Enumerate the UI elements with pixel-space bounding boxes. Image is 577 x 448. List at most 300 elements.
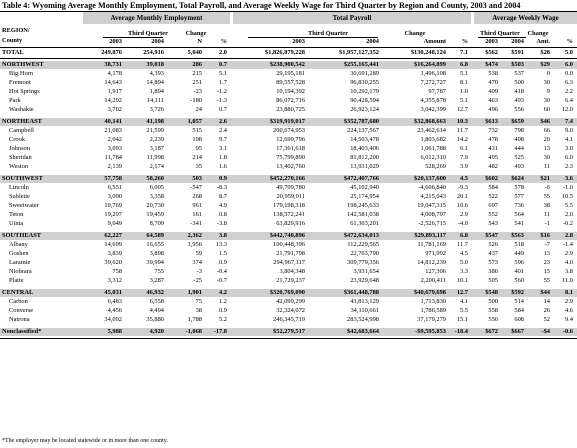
cell-emp-change-pct: 0.7 (219, 106, 227, 113)
cell-wage-2003: 437 (488, 250, 498, 257)
cell-wage-2004: 577 (514, 193, 524, 200)
cell-payroll-change-amount: $40,679,698 (414, 289, 446, 296)
region-name: SOUTHEAST (2, 232, 42, 239)
subheader-payroll-change-amount: Amount (423, 38, 446, 45)
cell-emp-2004: 4,393 (149, 70, 164, 77)
cell-emp-2004: 21,599 (146, 127, 164, 134)
cell-payroll-change-amount: 23,462,614 (417, 127, 446, 134)
cell-payroll-change-amount: -2,526,715 (418, 220, 446, 227)
subheader-emp-2004: 2004 (151, 38, 164, 45)
cell-emp-change-pct: 8.7 (219, 193, 227, 200)
cell-emp-2004: 8,709 (149, 220, 164, 227)
cell-emp-2004: 16,655 (146, 241, 164, 248)
cell-payroll-2003: 32,324,072 (276, 307, 305, 314)
rule-third-quarter (248, 37, 378, 38)
county-name: Big Horn (9, 70, 33, 77)
cell-payroll-2004: 224,137,567 (347, 127, 379, 134)
cell-emp-2004: 4,920 (149, 328, 164, 335)
cell-wage-change-amt: 14 (543, 298, 550, 305)
county-name: Johnson (9, 145, 30, 152)
cell-wage-change-pct: 4.6 (565, 307, 573, 314)
cell-payroll-2004: 13,931,029 (350, 163, 379, 170)
cell-wage-change-amt: 30 (543, 154, 550, 161)
cell-wage-2003: $562 (485, 49, 498, 56)
cell-emp-change-n: 75 (195, 298, 202, 305)
cell-payroll-2003: 63,829,916 (276, 220, 305, 227)
cell-emp-2004: 2,239 (149, 136, 164, 143)
cell-payroll-change-amount: -4,606,840 (418, 184, 446, 191)
cell-emp-2004: 11,998 (146, 154, 164, 161)
cell-emp-2003: 34,092 (104, 316, 122, 323)
cell-payroll-change-pct: 7.1 (460, 49, 468, 56)
cell-payroll-change-pct: 14.2 (456, 136, 468, 143)
cell-emp-change-pct: 0.8 (219, 211, 227, 218)
cell-payroll-2004: 81,812,200 (350, 154, 379, 161)
cell-emp-change-pct: 1.5 (219, 250, 227, 257)
cell-emp-change-n: 374 (192, 259, 202, 266)
cell-wage-change-amt: -6 (544, 184, 550, 191)
cell-wage-2003: 584 (488, 184, 498, 191)
cell-payroll-2004: 3,931,654 (353, 268, 379, 275)
cell-wage-change-amt: 26 (543, 307, 550, 314)
cell-wage-change-pct: 4.1 (565, 136, 573, 143)
cell-payroll-change-amount: 97,787 (428, 88, 446, 95)
cell-emp-2003: 14,643 (104, 79, 122, 86)
cell-payroll-change-pct: 6.8 (460, 61, 468, 68)
cell-wage-change-pct: 5.0 (565, 49, 573, 56)
cell-wage-change-amt: 13 (543, 250, 550, 257)
cell-emp-2003: 21,083 (104, 127, 122, 134)
cell-wage-2003: 552 (488, 211, 498, 218)
cell-payroll-2003: 17,361,618 (276, 145, 305, 152)
county-name: Albany (9, 241, 28, 248)
county-name: Teton (9, 211, 24, 218)
subheader-wage-change-pct: % (566, 38, 573, 45)
cell-wage-change-amt: 52 (543, 316, 550, 323)
cell-payroll-change-amount: 127,306 (425, 268, 446, 275)
cell-payroll-change-amount: $29,893,117 (414, 232, 446, 239)
cell-wage-change-amt: 55 (543, 193, 550, 200)
subheader-emp-change-pct: % (220, 38, 227, 45)
cell-wage-2003: 732 (488, 127, 498, 134)
cell-emp-change-n: 5,040 (187, 49, 202, 56)
cell-emp-2003: 9,049 (107, 220, 122, 227)
cell-wage-change-pct: 6.0 (565, 61, 573, 68)
county-name: Niobrara (9, 268, 32, 275)
subheader-wage-2003: 2003 (485, 38, 498, 45)
cell-emp-change-n: 24 (195, 106, 202, 113)
subheader-wage-change-amt: Amt. (536, 38, 550, 45)
cell-payroll-2004: 14,503,478 (350, 136, 379, 143)
cell-wage-change-pct: 6.4 (565, 97, 573, 104)
cell-wage-2004: 444 (514, 145, 524, 152)
cell-payroll-change-amount: 4,355,878 (420, 97, 446, 104)
cell-emp-change-n: 214 (192, 154, 202, 161)
cell-wage-change-pct: 2.0 (565, 211, 573, 218)
cell-wage-2004: 498 (514, 136, 524, 143)
cell-emp-2004: 755 (154, 268, 164, 275)
cell-wage-2004: 564 (514, 211, 524, 218)
cell-payroll-change-pct: 10.1 (456, 277, 468, 284)
cell-wage-2003: 496 (488, 106, 498, 113)
cell-emp-change-pct: 2.4 (219, 127, 227, 134)
cell-wage-2004: $667 (511, 328, 524, 335)
county-name: Laramie (9, 259, 31, 266)
cell-emp-change-pct: 0.9 (219, 259, 227, 266)
cell-emp-2004: 39,018 (146, 61, 164, 68)
cell-emp-2003: 14,699 (104, 241, 122, 248)
cell-payroll-2003: 29,195,181 (276, 70, 305, 77)
cell-payroll-2004: 22,763,790 (350, 250, 379, 257)
cell-wage-2004: 493 (514, 163, 524, 170)
cell-wage-change-amt: 9 (546, 88, 550, 95)
cell-emp-change-pct: 2.6 (219, 118, 227, 125)
cell-emp-2003: 19,769 (104, 202, 122, 209)
cell-payroll-change-amount: $20,137,600 (414, 175, 446, 182)
cell-emp-2003: 3,093 (107, 145, 122, 152)
cell-payroll-2003: 100,448,396 (273, 241, 305, 248)
county-name: Sublette (9, 193, 30, 200)
cell-wage-2004: $659 (511, 118, 524, 125)
cell-emp-change-n: -1,068 (185, 328, 202, 335)
cell-payroll-2004: 61,303,201 (350, 220, 379, 227)
cell-wage-change-pct: -0.2 (562, 220, 573, 227)
cell-payroll-change-amount: 971,992 (425, 250, 446, 257)
cell-emp-change-n: 198 (192, 136, 202, 143)
cell-wage-change-pct: 2.2 (565, 88, 573, 95)
cell-wage-change-amt: $46 (540, 118, 550, 125)
cell-wage-2003: 478 (488, 136, 498, 143)
cell-payroll-2003: 246,345,719 (273, 316, 305, 323)
cell-payroll-change-pct: 5.1 (460, 70, 468, 77)
cell-payroll-2003: $452,270,166 (269, 175, 305, 182)
cell-emp-change-pct: -3.8 (216, 220, 227, 227)
cell-payroll-2004: 10,292,179 (350, 88, 379, 95)
cell-wage-2003: 500 (488, 298, 498, 305)
rule-third-quarter (478, 37, 526, 38)
cell-payroll-change-amount: 2,200,411 (420, 277, 446, 284)
cell-wage-2003: 573 (488, 259, 498, 266)
county-name: Hot Springs (9, 88, 40, 95)
cell-emp-2003: 2,139 (107, 163, 122, 170)
cell-emp-2004: 64,589 (146, 232, 164, 239)
county-name: Fremont (9, 79, 31, 86)
cell-wage-change-amt: $44 (540, 289, 550, 296)
cell-emp-2003: 1,917 (107, 88, 122, 95)
cell-payroll-change-pct: 4.5 (460, 175, 468, 182)
region-name: CENTRAL (2, 289, 34, 296)
cell-wage-change-amt: 30 (543, 79, 550, 86)
cell-emp-2004: 3,287 (149, 277, 164, 284)
cell-emp-change-pct: 3.1 (219, 145, 227, 152)
header-county: County (2, 37, 23, 44)
cell-emp-change-pct: 4.9 (219, 202, 227, 209)
cell-wage-2004: $591 (511, 49, 524, 56)
cell-wage-2004: 556 (514, 106, 524, 113)
cell-wage-2003: $474 (485, 61, 498, 68)
cell-wage-change-pct: 3.8 (565, 268, 573, 275)
cell-wage-2004: 514 (514, 298, 524, 305)
cell-payroll-2004: $361,448,788 (343, 289, 379, 296)
cell-wage-2004: 449 (514, 250, 524, 257)
cell-emp-change-n: 35 (195, 163, 202, 170)
cell-emp-change-pct: 0.9 (219, 175, 227, 182)
cell-wage-change-pct: -1.4 (562, 241, 573, 248)
region-name: NORTHWEST (2, 61, 44, 68)
cell-wage-change-pct: 5.5 (565, 202, 573, 209)
group-header-payroll: Total Payroll (233, 12, 471, 24)
cell-wage-2004: 608 (514, 316, 524, 323)
cell-wage-2004: 525 (514, 154, 524, 161)
cell-payroll-2003: 89,557,528 (276, 79, 305, 86)
cell-payroll-change-pct: 6.1 (460, 145, 468, 152)
cell-emp-2004: 14,894 (146, 79, 164, 86)
cell-wage-change-amt: 60 (543, 106, 550, 113)
subheader-payroll-change-pct: % (461, 38, 468, 45)
cell-emp-change-pct: 5.2 (219, 316, 227, 323)
cell-payroll-2003: 3,804,348 (279, 268, 305, 275)
cell-payroll-change-amount: 1,496,108 (420, 70, 446, 77)
cell-emp-2003: 14,292 (104, 97, 122, 104)
cell-emp-2003: 11,784 (104, 154, 122, 161)
cell-wage-change-amt: $16 (540, 232, 550, 239)
cell-emp-change-n: 286 (192, 61, 202, 68)
cell-wage-2003: 538 (488, 70, 498, 77)
cell-wage-2003: $547 (485, 232, 498, 239)
cell-emp-change-pct: -8.3 (216, 184, 227, 191)
cell-wage-change-pct: 8.1 (565, 289, 573, 296)
cell-wage-2003: 431 (488, 145, 498, 152)
cell-emp-2003: 19,297 (104, 211, 122, 218)
cell-wage-2003: $672 (485, 328, 498, 335)
cell-payroll-change-amount: 37,179,279 (417, 316, 446, 323)
cell-emp-2004: 4,494 (149, 307, 164, 314)
cell-payroll-2003: 86,072,716 (276, 97, 305, 104)
cell-wage-change-pct: 10.5 (561, 193, 573, 200)
county-name: Weston (9, 163, 29, 170)
cell-wage-change-pct: 11.0 (562, 277, 573, 284)
cell-emp-change-n: 215 (192, 70, 202, 77)
cell-emp-change-n: 503 (192, 175, 202, 182)
cell-payroll-2003: 10,194,392 (276, 88, 305, 95)
cell-payroll-change-amount: -$9,595,853 (415, 328, 446, 335)
cell-payroll-change-pct: 5.5 (460, 307, 468, 314)
cell-payroll-change-amount: 1,713,830 (420, 298, 446, 305)
cell-wage-change-amt: $29 (540, 61, 550, 68)
cell-wage-2003: 409 (488, 88, 498, 95)
cell-emp-2004: 2,174 (149, 163, 164, 170)
cell-payroll-change-pct: 6.8 (460, 232, 468, 239)
cell-payroll-2003: $238,900,542 (269, 61, 305, 68)
cell-wage-change-amt: -7 (544, 241, 550, 248)
cell-wage-2003: 463 (488, 97, 498, 104)
cell-wage-change-pct: 2.9 (565, 250, 573, 257)
cell-wage-change-amt: 11 (543, 211, 550, 218)
cell-wage-2004: 401 (514, 268, 524, 275)
cell-emp-change-n: 1,057 (187, 118, 202, 125)
cell-payroll-change-amount: 19,047,315 (417, 202, 446, 209)
cell-wage-change-amt: $21 (540, 175, 550, 182)
cell-emp-2004: 6,558 (149, 298, 164, 305)
cell-payroll-2004: 26,923,124 (350, 106, 379, 113)
cell-emp-2004: 14,111 (146, 97, 164, 104)
cell-payroll-change-pct: 3.9 (460, 163, 468, 170)
cell-wage-change-amt: $28 (540, 49, 550, 56)
header-change: Change (404, 30, 426, 37)
cell-payroll-2004: $352,787,680 (343, 118, 379, 125)
subheader-payroll-2003: 2003 (292, 38, 305, 45)
cell-payroll-change-pct: 7.9 (460, 154, 468, 161)
cell-wage-2003: 386 (488, 268, 498, 275)
cell-emp-change-pct: -0.4 (216, 268, 227, 275)
cell-emp-change-n: -547 (190, 184, 202, 191)
cell-payroll-change-pct: 15.1 (456, 316, 468, 323)
cell-payroll-2003: 42,099,299 (276, 298, 305, 305)
cell-payroll-change-amount: 7,272,727 (420, 79, 446, 86)
cell-emp-2004: 3,187 (149, 145, 164, 152)
cell-payroll-change-pct: 4.5 (460, 250, 468, 257)
cell-payroll-change-amount: 11,781,169 (417, 241, 446, 248)
cell-emp-change-n: -341 (190, 220, 202, 227)
cell-wage-change-amt: 55 (543, 277, 550, 284)
cell-payroll-change-pct: 10.3 (456, 118, 468, 125)
cell-payroll-2003: 21,791,798 (276, 250, 305, 257)
cell-payroll-2003: $320,769,090 (269, 289, 305, 296)
cell-payroll-2004: 34,110,661 (350, 307, 379, 314)
cell-payroll-change-amount: 1,786,589 (420, 307, 446, 314)
cell-payroll-2003: 200,674,953 (273, 127, 305, 134)
cell-emp-change-pct: 1.8 (219, 154, 227, 161)
cell-wage-change-pct: 9.0 (565, 127, 573, 134)
rule-third-quarter (103, 37, 163, 38)
cell-emp-change-n: 961 (192, 202, 202, 209)
cell-payroll-change-amount: 528,269 (425, 163, 446, 170)
cell-wage-2003: 522 (488, 193, 498, 200)
cell-emp-change-n: 161 (192, 211, 202, 218)
cell-emp-2003: 5,988 (107, 328, 122, 335)
rule-header-bottom (0, 47, 577, 48)
cell-emp-change-pct: -1.3 (216, 97, 227, 104)
footnote: *The employer may be located statewide or in more than one county. (2, 438, 168, 444)
cell-wage-2004: 560 (514, 277, 524, 284)
cell-wage-change-amt: 13 (543, 145, 550, 152)
cell-wage-2004: 541 (514, 220, 524, 227)
header-third-quarter: Third Quarter (308, 30, 348, 37)
cell-emp-2004: 20,730 (146, 202, 164, 209)
cell-wage-change-pct: 2.8 (565, 232, 573, 239)
cell-emp-2004: 19,459 (146, 211, 164, 218)
group-header-wage: Average Weekly Wage (474, 12, 577, 24)
cell-wage-change-pct: -1.0 (562, 184, 573, 191)
cell-emp-2004: 254,916 (143, 49, 164, 56)
cell-emp-2003: 4,456 (107, 307, 122, 314)
cell-emp-change-pct: -17.8 (213, 328, 227, 335)
county-name: Sweetwater (9, 202, 39, 209)
cell-payroll-2004: $472,407,766 (343, 175, 379, 182)
rule-after-total (0, 58, 577, 59)
cell-emp-2003: 57,758 (104, 175, 122, 182)
cell-emp-change-n: 95 (195, 145, 202, 152)
cell-payroll-2004: $472,634,013 (343, 232, 379, 239)
cell-wage-2004: $592 (511, 289, 524, 296)
cell-payroll-2003: 13,402,760 (276, 163, 305, 170)
cell-payroll-2003: $319,919,017 (269, 118, 305, 125)
cell-emp-change-pct: 9.7 (219, 136, 227, 143)
cell-payroll-2003: 12,699,796 (276, 136, 305, 143)
cell-emp-change-n: 251 (192, 79, 202, 86)
cell-payroll-2004: 90,428,594 (350, 97, 379, 104)
cell-emp-2003: 3,090 (107, 193, 122, 200)
county-name: Lincoln (9, 184, 29, 191)
cell-wage-2003: 526 (488, 241, 498, 248)
cell-payroll-change-amount: $130,248,124 (410, 49, 446, 56)
county-name: Goshen (9, 250, 29, 257)
cell-payroll-change-amount: 4,215,043 (420, 193, 446, 200)
cell-payroll-2003: 294,967,117 (273, 259, 305, 266)
cell-payroll-change-pct: 12.7 (456, 289, 468, 296)
cell-emp-2004: 35,880 (146, 316, 164, 323)
cell-payroll-change-amount: 3,042,399 (420, 106, 446, 113)
cell-emp-change-n: 1,901 (187, 289, 202, 296)
cell-wage-2004: 736 (514, 202, 524, 209)
cell-emp-change-pct: 1.7 (219, 79, 227, 86)
cell-payroll-change-amount: 14,812,239 (417, 259, 446, 266)
cell-payroll-change-pct: 5.1 (460, 97, 468, 104)
cell-payroll-change-amount: 1,061,788 (420, 145, 446, 152)
cell-wage-2003: 558 (488, 307, 498, 314)
cell-wage-change-amt: 11 (543, 163, 550, 170)
cell-wage-2003: 505 (488, 277, 498, 284)
cell-emp-change-pct: 1.6 (219, 163, 227, 170)
cell-payroll-2004: 142,581,038 (347, 211, 379, 218)
county-name: Platte (9, 277, 24, 284)
cell-emp-change-pct: 1.2 (219, 298, 227, 305)
cell-emp-change-pct: 3.8 (219, 232, 227, 239)
cell-emp-2003: 45,031 (104, 289, 122, 296)
cell-wage-change-pct: 12.0 (561, 106, 573, 113)
table-title: Table 4: Wyoming Average Monthly Employment, Total Payroll, and Average Weekly Wage for Third Quarter by Region and County, 2003 and 2004 (2, 1, 521, 10)
cell-emp-2003: 4,178 (107, 70, 122, 77)
cell-wage-change-amt: 0 (546, 70, 550, 77)
subheader-emp-2003: 2003 (109, 38, 122, 45)
cell-payroll-change-pct: 8.1 (460, 79, 468, 86)
county-name: Carbon (9, 298, 28, 305)
cell-wage-2004: 584 (514, 307, 524, 314)
cell-payroll-2003: 23,880,725 (276, 106, 305, 113)
group-header-employment: Average Monthly Employment (83, 12, 230, 24)
county-name: Sheridan (9, 154, 32, 161)
cell-wage-2003: 482 (488, 163, 498, 170)
cell-emp-change-n: 38 (195, 307, 202, 314)
cell-payroll-change-pct: 20.1 (456, 193, 468, 200)
county-name: Crook (9, 136, 25, 143)
cell-wage-2003: 470 (488, 79, 498, 86)
subheader-wage-2004: 2004 (511, 38, 524, 45)
cell-wage-2004: $563 (511, 232, 524, 239)
cell-payroll-change-amount: $32,868,663 (414, 118, 446, 125)
cell-payroll-2004: 18,403,406 (350, 145, 379, 152)
cell-wage-2004: 518 (514, 241, 524, 248)
county-name: Washakie (9, 106, 34, 113)
cell-wage-change-amt: -1 (544, 220, 550, 227)
cell-emp-2003: 249,876 (101, 49, 122, 56)
cell-payroll-change-amount: 1,803,682 (420, 136, 446, 143)
cell-payroll-2004: 30,691,289 (350, 70, 379, 77)
cell-payroll-change-pct: 11.7 (457, 127, 468, 134)
cell-payroll-2003: $1,826,879,228 (265, 49, 305, 56)
cell-wage-2003: $548 (485, 289, 498, 296)
region-name: NORTHEAST (2, 118, 42, 125)
